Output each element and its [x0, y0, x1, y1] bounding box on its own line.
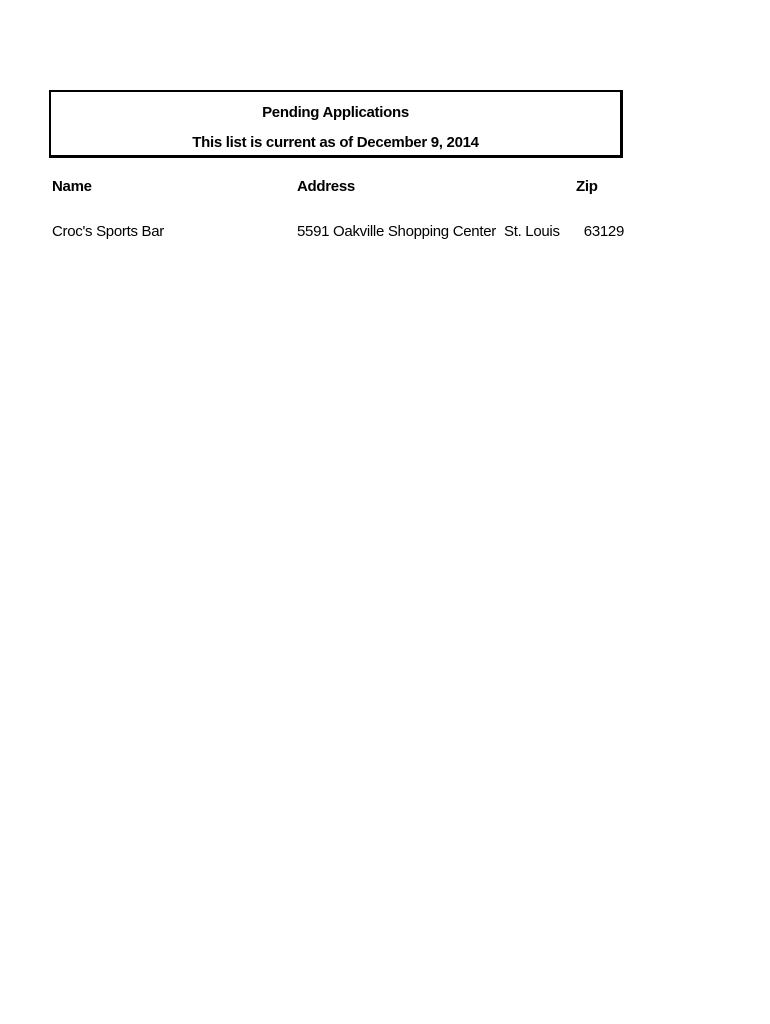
column-header-address: Address: [297, 178, 355, 195]
row-city: St. Louis: [504, 223, 560, 240]
row-zip: 63129: [583, 223, 624, 240]
page-title: Pending Applications: [262, 104, 409, 121]
page-subtitle: This list is current as of December 9, 2014: [192, 134, 479, 151]
row-name: Croc's Sports Bar: [52, 223, 164, 240]
row-address: 5591 Oakville Shopping Center: [297, 223, 496, 240]
column-header-name: Name: [52, 178, 92, 195]
title-box: [49, 90, 623, 158]
column-header-zip: Zip: [576, 178, 598, 195]
